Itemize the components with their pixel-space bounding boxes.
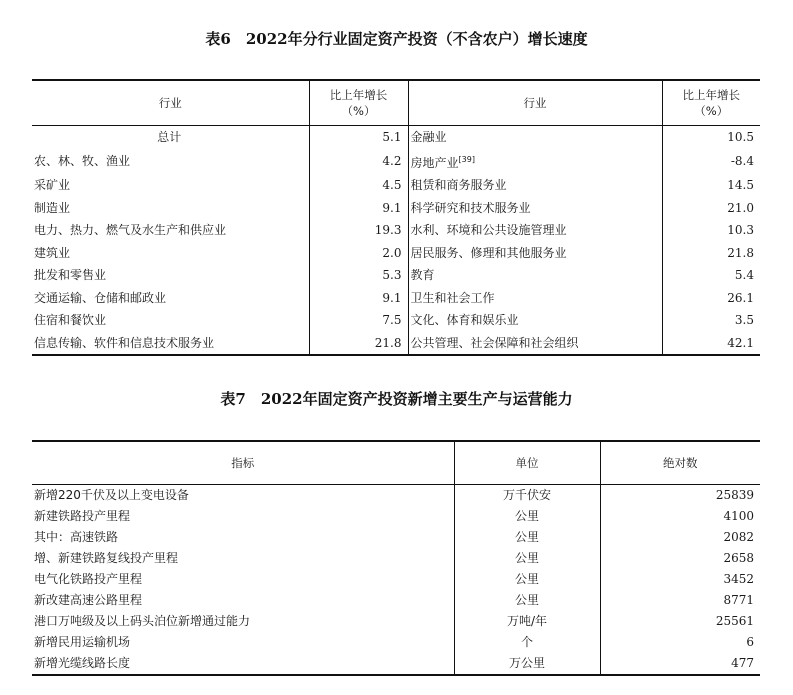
absolute-value: 4100 [723,509,754,523]
industry-name-cell [408,309,662,332]
indicator-name: 其中：高速铁路 [32,527,454,548]
industry-name: 卫生和社会工作 [410,290,495,305]
header-growth-right-line1: 比上年增长 [682,88,740,102]
absolute-value: 477 [731,656,754,670]
indicator-name: 港口万吨级及以上码头泊位新增通过能力 [32,611,454,632]
header-industry-left: 行业 [32,80,309,126]
growth-value: 9.1 [309,197,408,220]
indicator-name: 新建铁路投产里程 [32,506,454,527]
header-indicator: 指标 [32,441,454,485]
growth-value: 10.5 [727,130,754,144]
industry-name: 租赁和商务服务业 [410,178,507,192]
header-growth-right [662,80,760,126]
table6-header-row [32,80,760,126]
growth-value: 4.2 [309,149,408,175]
table7-header-row [32,441,760,485]
unit-value: 公里 [454,527,600,548]
footnote-marker: [39] [458,154,475,164]
table-row [32,332,760,356]
indicator-name: 新增220千伏及以上变电设备 [32,485,454,507]
growth-value: 42.1 [727,335,754,350]
industry-name: 建筑业 [32,242,309,265]
absolute-value: 25839 [715,488,754,502]
growth-value: -8.4 [730,154,754,168]
table-row [32,548,760,569]
growth-value: 5.3 [309,264,408,287]
growth-value: 19.3 [309,219,408,242]
header-absolute: 绝对数 [600,441,760,485]
growth-value: 9.1 [309,287,408,310]
growth-value: 21.8 [309,332,408,356]
unit-value: 万公里 [454,653,600,675]
table-row [32,590,760,611]
industry-name: 农、林、牧、渔业 [32,149,309,175]
unit-value: 公里 [454,506,600,527]
industry-name: 教育 [410,268,435,282]
unit-value: 个 [454,632,600,653]
industry-name: 公共管理、社会保障和社会组织 [410,335,579,350]
unit-value: 万千伏安 [454,485,600,507]
industry-name-cell [408,197,662,220]
header-growth-left-line2: （%） [341,104,376,118]
table-row [32,527,760,548]
absolute-value: 25561 [715,614,754,628]
industry-name: 采矿业 [32,174,309,197]
table-row [32,126,760,149]
table-row [32,569,760,590]
growth-value: 4.5 [309,174,408,197]
industry-name-cell [408,219,662,242]
header-growth-left-line1: 比上年增长 [329,88,388,102]
industry-investment-growth-table [32,79,760,356]
table-row [32,219,760,242]
industry-name: 总计 [32,126,309,149]
table-row [32,197,760,220]
industry-name: 居民服务、修理和其他服务业 [410,245,567,260]
industry-name: 住宿和餐饮业 [32,309,309,332]
industry-name-cell [408,242,662,265]
unit-value: 公里 [454,569,600,590]
table-row [32,653,760,675]
industry-name: 文化、体育和娱乐业 [410,313,519,327]
table-row [32,264,760,287]
table-row [32,632,760,653]
industry-name: 交通运输、仓储和邮政业 [32,287,309,310]
header-growth-left [309,80,408,126]
table-row [32,309,760,332]
indicator-name: 新改建高速公路里程 [32,590,454,611]
indicator-name: 新增光缆线路长度 [32,653,454,675]
table-row [32,149,760,175]
table-row [32,611,760,632]
industry-name: 金融业 [410,130,447,144]
growth-value: 5.4 [734,268,754,282]
industry-name-cell [408,149,662,175]
header-unit: 单位 [454,441,600,485]
table-row [32,506,760,527]
growth-value: 2.0 [309,242,408,265]
absolute-value: 6 [746,635,754,649]
absolute-value: 2658 [723,551,754,565]
industry-name: 电力、热力、燃气及水生产和供应业 [32,219,309,242]
unit-value: 公里 [454,548,600,569]
growth-value: 21.0 [727,200,754,215]
header-industry-right: 行业 [408,80,662,126]
indicator-name: 增、新建铁路复线投产里程 [32,548,454,569]
industry-name: 科学研究和技术服务业 [410,200,531,215]
growth-value: 3.5 [734,313,754,327]
indicator-name: 新增民用运输机场 [32,632,454,653]
header-growth-right-line2: （%） [694,104,729,118]
industry-name: 房地产业 [410,155,459,170]
table-row [32,485,760,507]
table-row [32,174,760,197]
growth-value: 7.5 [309,309,408,332]
absolute-value: 3452 [723,572,754,586]
table7-title: 表7 2022年固定资产投资新增主要生产与运营能力 [220,390,573,408]
growth-value: 5.1 [309,126,408,149]
growth-value: 26.1 [727,290,754,305]
absolute-value: 2082 [723,530,754,544]
industry-name-cell [408,174,662,197]
indicator-name: 电气化铁路投产里程 [32,569,454,590]
industry-name-cell [408,126,662,149]
industry-name: 信息传输、软件和信息技术服务业 [32,332,309,356]
growth-value: 21.8 [727,245,754,260]
unit-value: 万吨/年 [454,611,600,632]
growth-value: 10.3 [727,223,754,237]
table6-title: 表6 2022年分行业固定资产投资（不含农户）增长速度 [205,30,588,48]
unit-value: 公里 [454,590,600,611]
absolute-value: 8771 [723,593,754,607]
new-capacity-table [32,440,760,676]
industry-name: 水利、环境和公共设施管理业 [410,223,567,237]
industry-name-cell [408,287,662,310]
table-row [32,242,760,265]
industry-name-cell [408,332,662,356]
table-row [32,287,760,310]
industry-name: 批发和零售业 [32,264,309,287]
growth-value: 14.5 [727,178,754,192]
industry-name: 制造业 [32,197,309,220]
industry-name-cell [408,264,662,287]
